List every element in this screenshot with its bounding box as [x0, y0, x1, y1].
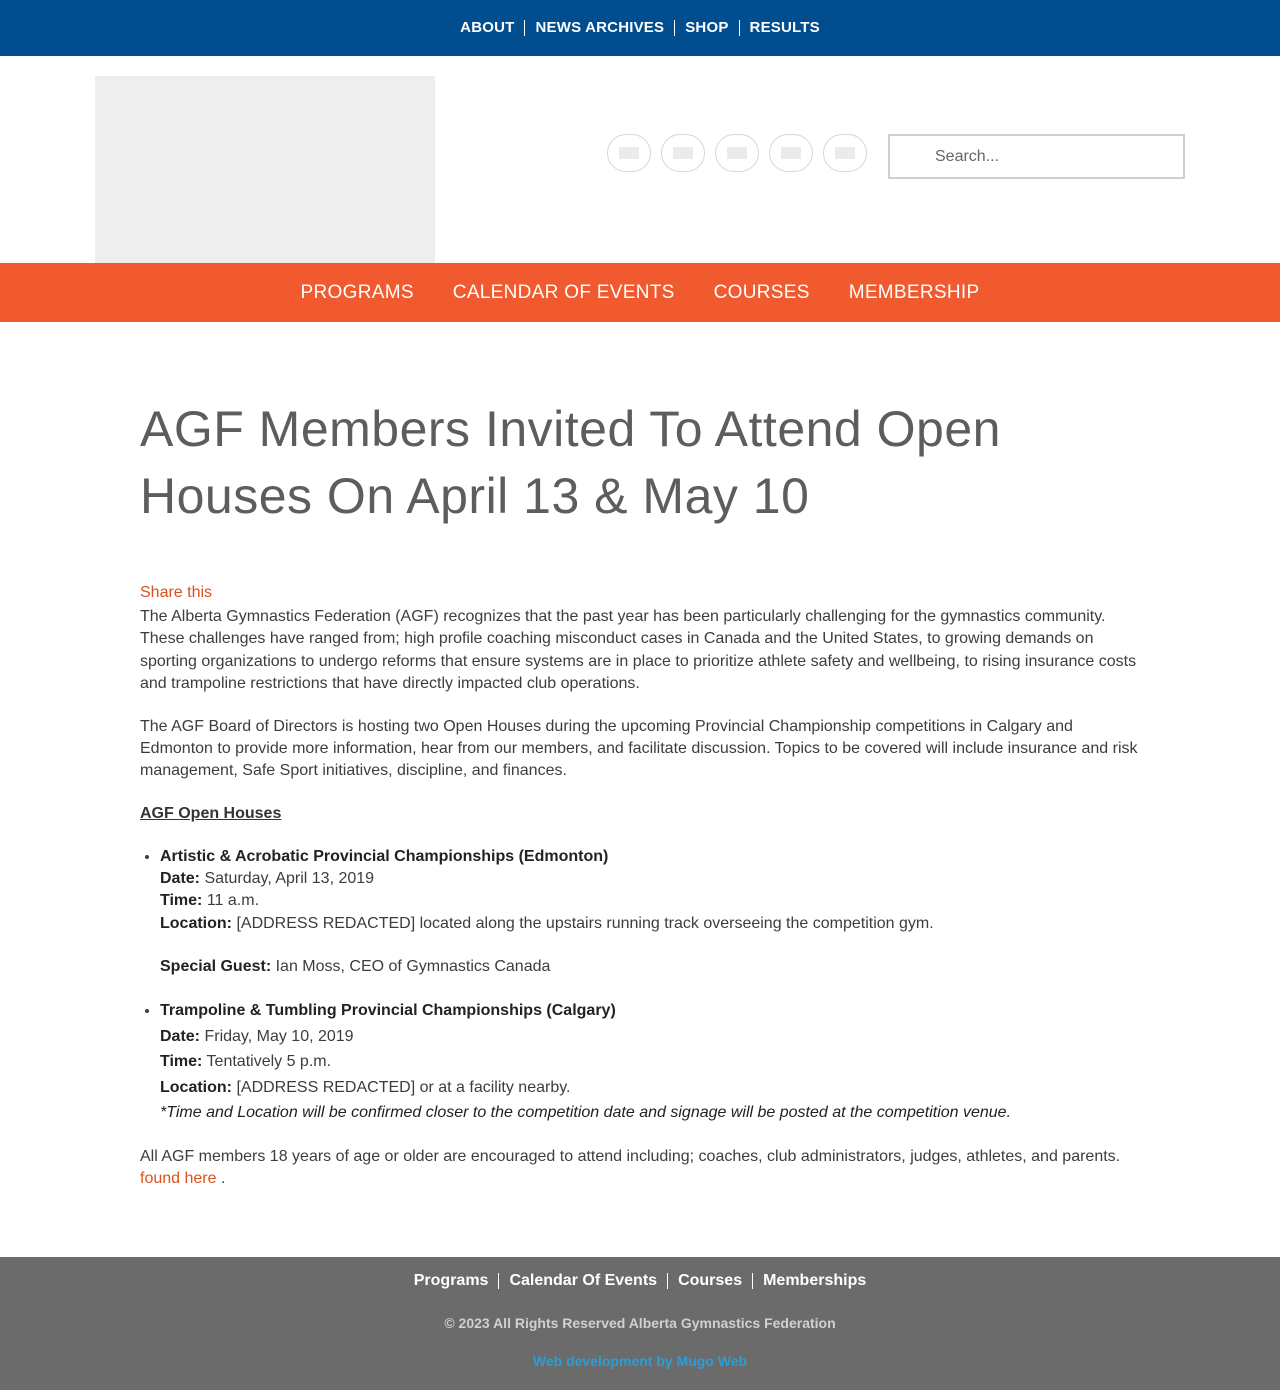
- top-nav-shop[interactable]: SHOP: [674, 20, 738, 36]
- main-nav-programs[interactable]: PROGRAMS: [300, 281, 414, 303]
- social-icon-2: [673, 147, 693, 159]
- search-input[interactable]: [935, 136, 1183, 177]
- event-name: Trampoline & Tumbling Provincial Championships (Calgary): [160, 1002, 616, 1020]
- intro-paragraph: The Alberta Gymnastics Federation (AGF) recognizes that the past year has been particularly challenging for the gymnastics community. These challenges have ranged from; high profile coaching misconduct cases in Canada and the United States, to growing demands on sporting organizations to undergo reforms that ensure systems are in place to prioritize athlete safety and wellbeing, to rising insurance costs and trampoline restrictions that have directly impacted club operations.: [140, 608, 1137, 692]
- closing-text: All AGF members 18 years of age or older are encouraged to attend including; coaches, club administrators, judges, athletes, and parents.: [140, 1147, 1121, 1165]
- dev-credit: [0, 1353, 1280, 1369]
- guest-label: Special Guest:: [160, 958, 272, 976]
- top-nav-about[interactable]: ABOUT: [460, 19, 515, 36]
- open-houses-heading: AGF Open Houses: [140, 805, 282, 823]
- event-edmonton: [160, 846, 1140, 978]
- site-logo-placeholder[interactable]: [95, 76, 435, 267]
- top-nav-results[interactable]: RESULTS: [739, 20, 830, 36]
- footer-nav-memberships[interactable]: Memberships: [752, 1273, 876, 1289]
- event-location: [ADDRESS REDACTED] or at a facility nearby.: [236, 1078, 571, 1096]
- event-time: Tentatively 5 p.m.: [206, 1053, 332, 1071]
- event-note: *Time and Location will be confirmed closer to the competition date and signage will be posted at the competition venue.: [160, 1104, 1012, 1122]
- event-name: Artistic & Acrobatic Provincial Championships (Edmonton): [160, 847, 609, 865]
- location-label: Location:: [160, 1078, 232, 1096]
- social-link-4[interactable]: [769, 134, 813, 172]
- event-date: Saturday, April 13, 2019: [204, 870, 375, 888]
- footer-nav-calendar-of-events[interactable]: Calendar Of Events: [498, 1273, 667, 1289]
- page-title: AGF Members Invited To Attend Open Houses On April 13 & May 10: [140, 401, 1001, 524]
- main-nav-membership[interactable]: MEMBERSHIP: [848, 281, 980, 303]
- event-guest: Ian Moss, CEO of Gymnastics Canada: [275, 958, 551, 976]
- closing-period: .: [220, 1170, 226, 1188]
- top-utility-nav: [0, 0, 1280, 56]
- events-list: [140, 846, 1140, 1126]
- event-date: Friday, May 10, 2019: [204, 1027, 354, 1045]
- social-link-5[interactable]: [823, 134, 867, 172]
- event-calgary: [160, 998, 1140, 1126]
- top-nav-news-archives[interactable]: NEWS ARCHIVES: [524, 20, 674, 36]
- event-location: [ADDRESS REDACTED] located along the upstairs running track overseeing the competition gym.: [236, 914, 934, 932]
- date-label: Date:: [160, 1027, 201, 1045]
- footer-nav: [0, 1273, 1280, 1289]
- search-box: [888, 134, 1185, 179]
- social-icon-5: [835, 147, 855, 159]
- main-nav-calendar-of-events[interactable]: CALENDAR OF EVENTS: [452, 281, 675, 303]
- site-footer: [0, 1257, 1280, 1390]
- time-label: Time:: [160, 892, 203, 910]
- found-here-link[interactable]: found here: [140, 1170, 217, 1188]
- open-houses-paragraph: The AGF Board of Directors is hosting two Open Houses during the upcoming Provincial Championship competitions in Calgary and Edmonton to provide more information, hear from our members, and facilitate discussion. Topics to be covered will include insurance and risk management, Safe Sport initiatives, discipline, and finances.: [140, 717, 1138, 780]
- closing-paragraph: [140, 1146, 1140, 1191]
- social-icon-4: [781, 147, 801, 159]
- main-nav-courses[interactable]: COURSES: [713, 281, 810, 303]
- social-link-3[interactable]: [715, 134, 759, 172]
- social-link-1[interactable]: [607, 134, 651, 172]
- date-label: Date:: [160, 870, 201, 888]
- article-header: [140, 396, 1140, 530]
- footer-nav-programs[interactable]: Programs: [413, 1272, 489, 1289]
- footer-nav-courses[interactable]: Courses: [667, 1273, 752, 1289]
- share-this-link[interactable]: Share this: [140, 584, 213, 601]
- social-links: [607, 134, 867, 172]
- article-body: [140, 606, 1140, 1211]
- location-label: Location:: [160, 914, 232, 932]
- social-icon-1: [619, 147, 639, 159]
- social-icon-3: [727, 147, 747, 159]
- dev-credit-link[interactable]: Web development by Mugo Web: [532, 1353, 748, 1369]
- main-nav: [0, 263, 1280, 322]
- social-link-2[interactable]: [661, 134, 705, 172]
- copyright-text: © 2023 All Rights Reserved Alberta Gymnastics Federation: [444, 1315, 836, 1331]
- event-time: 11 a.m.: [206, 892, 260, 910]
- time-label: Time:: [160, 1053, 203, 1071]
